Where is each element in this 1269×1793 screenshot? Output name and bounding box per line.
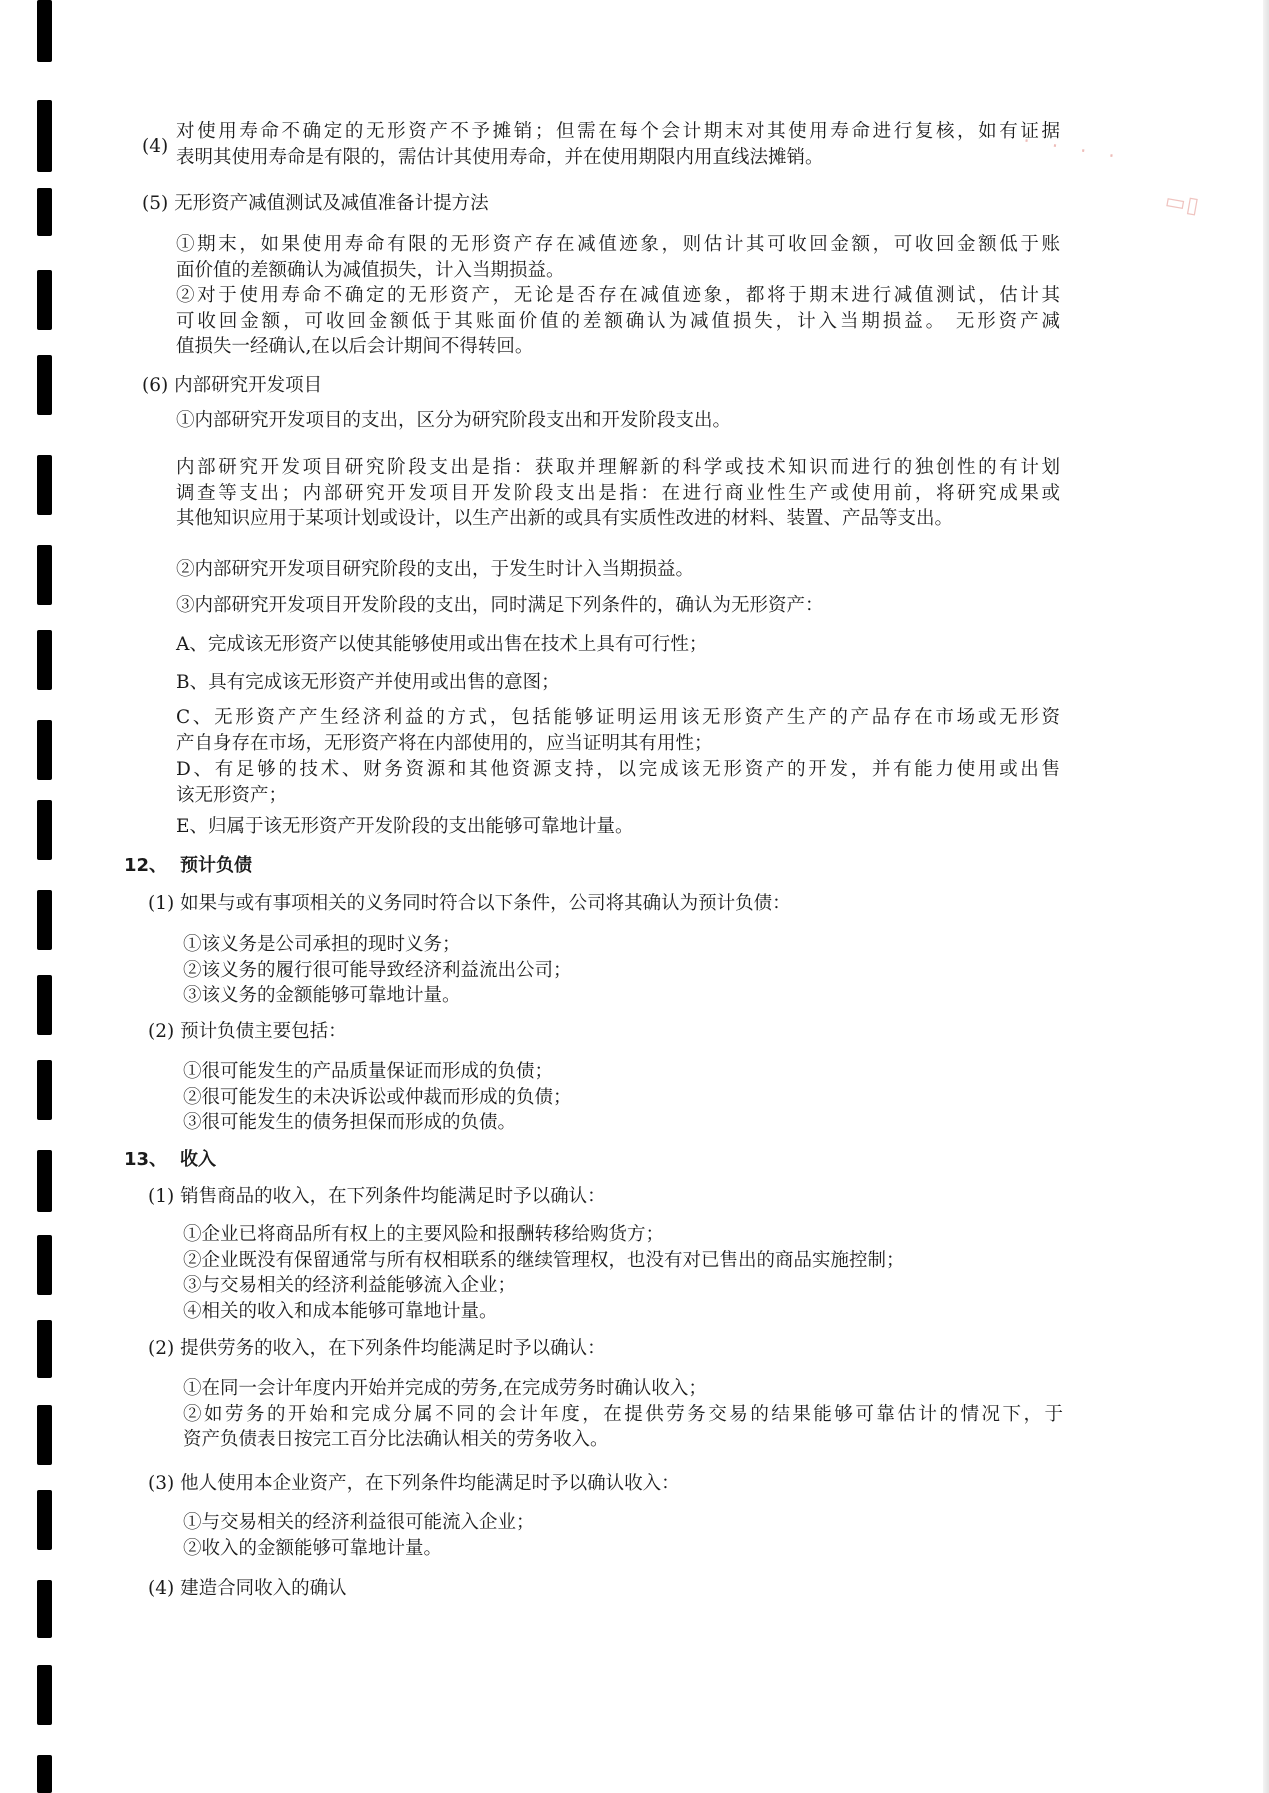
binding-mark [37,455,52,515]
list-item: ①该义务是公司承担的现时义务； [183,934,461,955]
binding-mark [37,1755,52,1793]
condition-c [176,705,1060,756]
binding-mark [37,1665,52,1725]
section-heading [124,1147,216,1172]
binding-mark [37,270,52,330]
condition-d [176,757,1060,808]
text-line: ②对于使用寿命不确定的无形资产，无论是否存在减值迹象，都将于期末进行减值测试，估计其 [176,285,1060,306]
text-line: 对使用寿命不确定的无形资产不予摊销；但需在每个会计期末对其使用寿命进行复核，如有证据 [176,121,1060,142]
item6-p4: ③内部研究开发项目开发阶段的支出，同时满足下列条件的，确认为无形资产： [176,595,824,616]
text-line: 内部研究开发项目研究阶段支出是指：获取并理解新的科学或技术知识而进行的独创性的有计划 [176,457,1060,478]
sec13-p1-title: (1) 销售商品的收入，在下列条件均能满足时予以确认： [148,1186,606,1207]
section-number: 12、 [124,855,168,876]
sec13-p3-title: (3) 他人使用本企业资产，在下列条件均能满足时予以确认收入： [148,1473,680,1494]
list-item: ②收入的金额能够可靠地计量。 [183,1537,443,1559]
binding-mark [37,720,52,780]
text-line: 该无形资产； [176,784,288,806]
text-line: 可收回金额，可收回金额低于其账面价值的差额确认为减值损失，计入当期损益。 无形资产减 [176,310,1060,332]
list-item: ①很可能发生的产品质量保证而形成的负债； [183,1061,554,1082]
text-line: D、有足够的技术、财务资源和其他资源支持，以完成该无形资产的开发，并有能力使用或出售 [176,759,1060,780]
binding-mark [37,1235,52,1295]
sec13-p4-title: (4) 建造合同收入的确认 [148,1578,347,1599]
sec12-p2-items [183,1059,572,1136]
binding-mark [37,355,52,415]
sec12-p2-title: (2) 预计负债主要包括： [148,1021,347,1042]
item6-p1: ①内部研究开发项目的支出，区分为研究阶段支出和开发阶段支出。 [176,410,732,431]
text-line: 表明其使用寿命是有限的，需估计其使用寿命，并在使用期限内用直线法摊销。 [176,146,824,168]
text-line: 产自身存在市场，无形资产将在内部使用的，应当证明其有用性； [176,732,713,754]
list-item: ①企业已将商品所有权上的主要风险和报酬转移给购货方； [183,1224,665,1245]
list-item: ②如劳务的开始和完成分属不同的会计年度，在提供劳务交易的结果能够可靠估计的情况下，于 [183,1403,1063,1425]
section-title: 预计负债 [180,855,252,876]
binding-mark [37,1490,52,1550]
condition-a: A、完成该无形资产以使其能够使用或出售在技术上具有可行性； [176,634,708,655]
text-line: 调查等支出；内部研究开发项目开发阶段支出是指：在进行商业性生产或使用前，将研究成果或 [176,482,1060,504]
condition-e: E、归属于该无形资产开发阶段的支出能够可靠地计量。 [176,816,634,837]
binding-mark [37,100,52,172]
binding-mark [37,0,52,62]
text-line: 面价值的差额确认为减值损失，计入当期损益。 [176,259,565,281]
section-number: 13、 [124,1149,168,1170]
binding-mark [37,890,52,950]
section-heading [124,853,252,878]
item-number: (4) [142,136,169,157]
sec13-p2-title: (2) 提供劳务的收入，在下列条件均能满足时予以确认： [148,1338,606,1359]
item6-p3: ②内部研究开发项目研究阶段的支出，于发生时计入当期损益。 [176,559,695,580]
binding-mark [37,800,52,860]
list-item: ②该义务的履行很可能导致经济利益流出公司； [183,959,572,981]
condition-b: B、具有完成该无形资产并使用或出售的意图； [176,672,560,693]
section-title: 收入 [180,1149,216,1170]
sec13-p1-items [183,1222,905,1324]
binding-mark [37,1580,52,1638]
list-item: 资产负债表日按完工百分比法确认相关的劳务收入。 [183,1429,609,1450]
item6-p2 [176,455,1060,532]
list-item: ①与交易相关的经济利益很可能流入企业； [183,1512,535,1533]
binding-mark [37,545,52,605]
page-edge-shadow [1263,0,1269,1793]
list-item: ④相关的收入和成本能够可靠地计量。 [183,1300,498,1322]
list-item: ③该义务的金额能够可靠地计量。 [183,985,461,1006]
list-item: ③与交易相关的经济利益能够流入企业； [183,1275,517,1296]
binding-mark [37,1320,52,1378]
item6-title: (6) 内部研究开发项目 [142,375,323,396]
sec12-p1-title: (1) 如果与或有事项相关的义务同时符合以下条件，公司将其确认为预计负债： [148,893,791,914]
item5-title: (5) 无形资产减值测试及减值准备计提方法 [142,193,489,214]
sec13-p2-items [183,1376,1063,1453]
list-item: ①在同一会计年度内开始并完成的劳务,在完成劳务时确认收入； [183,1378,707,1399]
binding-mark [37,975,52,1035]
list-item: ②很可能发生的未决诉讼或仲裁而形成的负债； [183,1086,572,1108]
sec12-p1-items [183,932,572,1009]
faint-stamp: · · · · ▭▯ [1021,128,1202,220]
text-line: 其他知识应用于某项计划或设计，以生产出新的或具有实质性改进的材料、装置、产品等支出。 [176,508,954,529]
text-line: ①期末，如果使用寿命有限的无形资产存在减值迹象，则估计其可收回金额，可收回金额低于账 [176,234,1060,255]
binding-mark [37,1060,52,1120]
sec13-p3-items [183,1510,535,1561]
list-item: ③很可能发生的债务担保而形成的负债。 [183,1112,517,1133]
binding-mark [37,188,52,236]
text-line: C、无形资产产生经济利益的方式，包括能够证明运用该无形资产生产的产品存在市场或无形资 [176,707,1060,728]
binding-mark [37,1405,52,1465]
binding-mark [37,630,52,690]
binding-mark [37,1150,52,1212]
item4-text [176,119,1060,170]
item5-text [176,232,1060,360]
text-line: 值损失一经确认,在以后会计期间不得转回。 [176,336,534,357]
list-item: ②企业既没有保留通常与所有权相联系的继续管理权，也没有对已售出的商品实施控制； [183,1249,905,1271]
